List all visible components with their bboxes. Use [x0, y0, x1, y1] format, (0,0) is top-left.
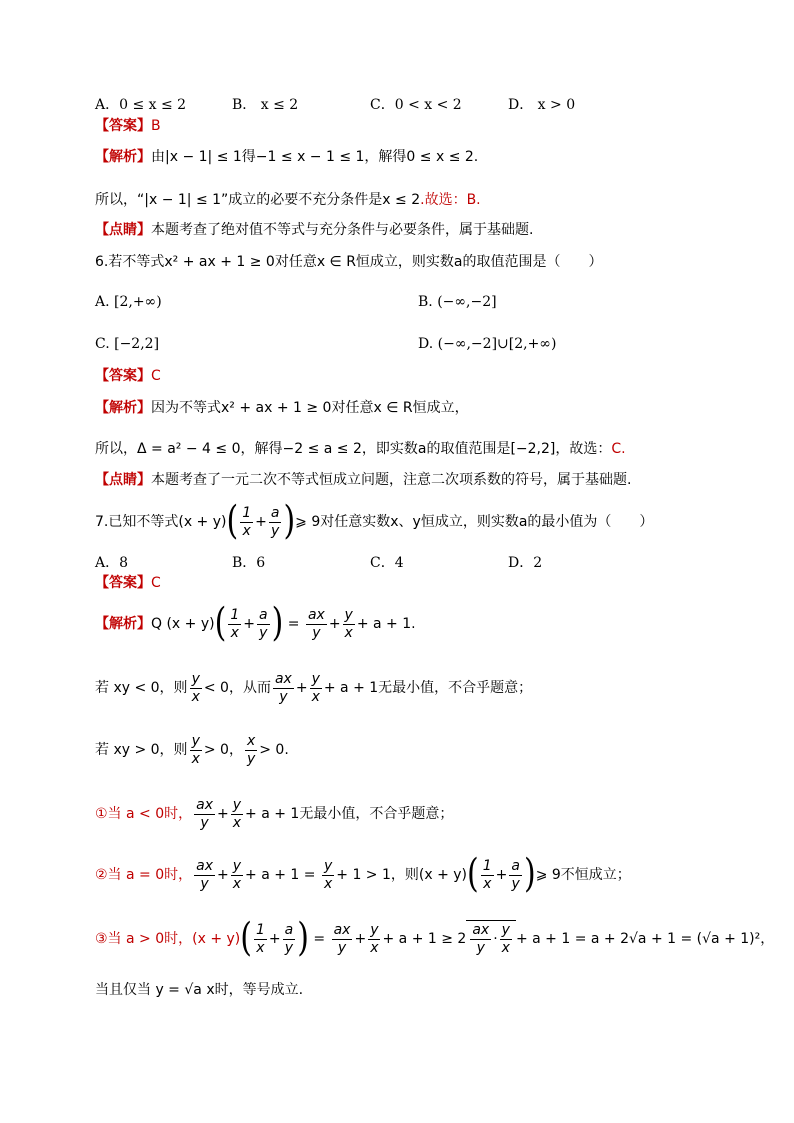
analysis-choice: C. [611, 441, 626, 457]
fraction: $\frac{y}{x}$ [323, 857, 333, 892]
q7-option-c: C．4 [370, 555, 404, 571]
analysis-text: ①当 a < 0时， [95, 806, 193, 822]
q7-answer [95, 573, 161, 593]
q7-analysis-line1: 【解析】Q (x + y)( $\frac{1}{x}$ + $\frac{a}{y}$ ) = $\frac{ax}{y}$ + $\frac{y}{x}$ + a + 1. [95, 600, 416, 647]
q7-analysis-line3 [95, 732, 289, 768]
stem-text: ⩾ 9对任意实数x、y恒成立，则实数a的最小值为（ ） [295, 514, 654, 530]
analysis-tag: 【解析】 [95, 400, 151, 416]
analysis-text: 所以，Δ = a² − 4 ≤ 0，解得−2 ≤ a ≤ 2，即实数a的取值范围是[−2,2]，故选： [95, 441, 612, 457]
analysis-choice: .故选：B. [420, 192, 481, 208]
fraction: $\frac{y}{x}$ [191, 670, 200, 705]
q6-option-b: B. (−∞,−2] [418, 294, 497, 310]
fraction: $\frac{ax}{y}$ [196, 796, 213, 831]
analysis-text: Q (x + y) [151, 616, 215, 632]
fraction: $\frac{ax}{y}$ [307, 606, 325, 641]
q6-comment [95, 470, 631, 490]
q7-analysis-line2: 若 xy < 0，则 $\frac{y}{x}$ < 0，从而 $\frac{ax}{y}$ + $\frac{y}{x}$ + a + 1无最小值，不合乎题意； [95, 670, 533, 705]
q5-answer [95, 116, 161, 136]
analysis-text: 由|x − 1| ≤ 1得−1 ≤ x − 1 ≤ 1，解得0 ≤ x ≤ 2. [151, 149, 479, 165]
q6-stem: 6.若不等式x² + ax + 1 ≥ 0对任意x ∈ R恒成立，则实数a的取值范围是（ ） [95, 254, 603, 270]
comment-tag: 【点睛】 [95, 222, 151, 238]
q5-option-a: A．0 ≤ x ≤ 2 [95, 97, 187, 113]
q6-option-a: A. [2,+∞) [95, 294, 162, 310]
stem-text: 7.已知不等式(x + y) [95, 514, 227, 530]
analysis-text: > 0， [203, 742, 243, 758]
analysis-text: + a + 1. [356, 616, 416, 632]
paren-left: ( [226, 498, 239, 545]
q5-option-c: C．0 < x < 2 [370, 97, 462, 113]
q7-stem: 7.已知不等式(x + y)( $\frac{1}{x}$ + $\frac{a}{y}$ )⩾ 9对任意实数x、y恒成立，则实数a的最小值为（ ） [95, 498, 654, 545]
fraction: $\frac{a}{y}$ [258, 606, 268, 641]
fraction: $\frac{1}{x}$ [255, 921, 265, 956]
fraction: $\frac{1}{x}$ [242, 504, 252, 539]
fraction: $\frac{y}{x}$ [232, 796, 242, 831]
analysis-text: < 0，从而 [203, 680, 271, 696]
comment-text: 本题考查了一元二次不等式恒成立问题，注意二次项系数的符号，属于基础题. [151, 472, 632, 488]
q5-comment [95, 220, 533, 240]
fraction: $\frac{y}{x}$ [370, 921, 379, 956]
q5-analysis-line1 [95, 147, 478, 167]
analysis-text: 若 xy < 0，则 [95, 680, 188, 696]
fraction: $\frac{x}{y}$ [246, 732, 256, 767]
answer-value: C [151, 368, 161, 384]
q7-case2: ②当 a = 0时， $\frac{ax}{y}$ + $\frac{y}{x}$ + a + 1 = $\frac{y}{x}$ + 1 > 1，则(x + y)( $\frac{1}{x}$ + $\frac{a}{y}$ )⩾ 9不恒成立； [95, 851, 631, 898]
fraction: $\frac{a}{y}$ [284, 921, 294, 956]
q6-answer [95, 366, 161, 386]
analysis-text: + a + 1 ≥ 2 [382, 931, 467, 947]
fraction: $\frac{1}{x}$ [230, 606, 240, 641]
q7-option-a: A．8 [95, 555, 129, 571]
answer-tag: 【答案】 [95, 118, 151, 134]
q6-option-d: D. (−∞,−2]∪[2,+∞) [418, 336, 557, 352]
q7-option-d: D．2 [508, 555, 543, 571]
q5-analysis-line2 [95, 190, 481, 210]
q6-analysis-line1 [95, 398, 469, 418]
paren-right: ) [297, 915, 309, 962]
paren-left: ( [240, 915, 252, 962]
sqrt-expression: $\frac{ax}{y}$ · $\frac{y}{x}$ [466, 920, 516, 957]
answer-value: B [151, 118, 161, 134]
q6-analysis-line2 [95, 439, 626, 459]
paren-left: ( [467, 851, 479, 898]
paren-right: ) [271, 600, 284, 647]
analysis-text: 所以，“|x − 1| ≤ 1”成立的必要不充分条件是x ≤ 2 [95, 192, 421, 208]
analysis-text: + 1 > 1，则(x + y) [336, 867, 468, 883]
fraction: $\frac{ax}{y}$ [196, 857, 213, 892]
analysis-text: + a + 1无最小值，不合乎题意； [323, 680, 533, 696]
fraction: $\frac{y}{x}$ [232, 857, 242, 892]
analysis-text: 若 xy > 0，则 [95, 742, 188, 758]
fraction: $\frac{ax}{y}$ [333, 921, 351, 956]
fraction: $\frac{1}{x}$ [482, 857, 492, 892]
analysis-text: ⩾ 9不恒成立； [535, 867, 631, 883]
fraction: $\frac{y}{x}$ [311, 670, 320, 705]
analysis-text: + a + 1 = a + 2√a + 1 = (√a + 1)²， [515, 931, 775, 947]
analysis-text: + a + 1无最小值，不合乎题意； [245, 806, 454, 822]
answer-value: C [151, 575, 161, 591]
q6-option-c: C. [−2,2] [95, 336, 160, 352]
q7-case3: ③当 a > 0时，(x + y)( $\frac{1}{x}$ + $\frac{a}{y}$ ) = $\frac{ax}{y}$ + $\frac{y}{x}$ + a + 1 ≥ 2 $\frac{ax}{y}$ · $\frac{y}{x}$ + a + 1 = a + 2√a + 1 = (√a + 1)²， [95, 915, 775, 962]
analysis-text: 因为不等式x² + ax + 1 ≥ 0对任意x ∈ R恒成立， [151, 400, 469, 416]
answer-tag: 【答案】 [95, 368, 151, 384]
analysis-tag: 【解析】 [95, 616, 151, 632]
fraction: $\frac{ax}{y}$ [274, 670, 292, 705]
q7-final: 当且仅当 y = √a x时，等号成立. [95, 982, 304, 998]
analysis-text: ②当 a = 0时， [95, 867, 193, 883]
answer-tag: 【答案】 [95, 575, 151, 591]
q7-option-b: B．6 [232, 555, 266, 571]
paren-left: ( [214, 600, 227, 647]
analysis-tag: 【解析】 [95, 149, 151, 165]
fraction: $\frac{a}{y}$ [270, 504, 280, 539]
comment-tag: 【点睛】 [95, 472, 151, 488]
paren-right: ) [524, 851, 536, 898]
paren-right: ) [283, 498, 296, 545]
fraction: $\frac{a}{y}$ [511, 857, 520, 892]
analysis-text: > 0. [259, 742, 289, 758]
comment-text: 本题考查了绝对值不等式与充分条件与必要条件，属于基础题. [151, 222, 534, 238]
q5-option-d: D． x > 0 [508, 97, 576, 113]
q7-case1: ①当 a < 0时， $\frac{ax}{y}$ + $\frac{y}{x}$ + a + 1无最小值，不合乎题意； [95, 796, 454, 831]
fraction: $\frac{y}{x}$ [191, 732, 200, 767]
analysis-text: ③当 a > 0时，(x + y) [95, 931, 241, 947]
q5-option-b: B． x ≤ 2 [232, 97, 299, 113]
fraction: $\frac{y}{x}$ [344, 606, 353, 641]
